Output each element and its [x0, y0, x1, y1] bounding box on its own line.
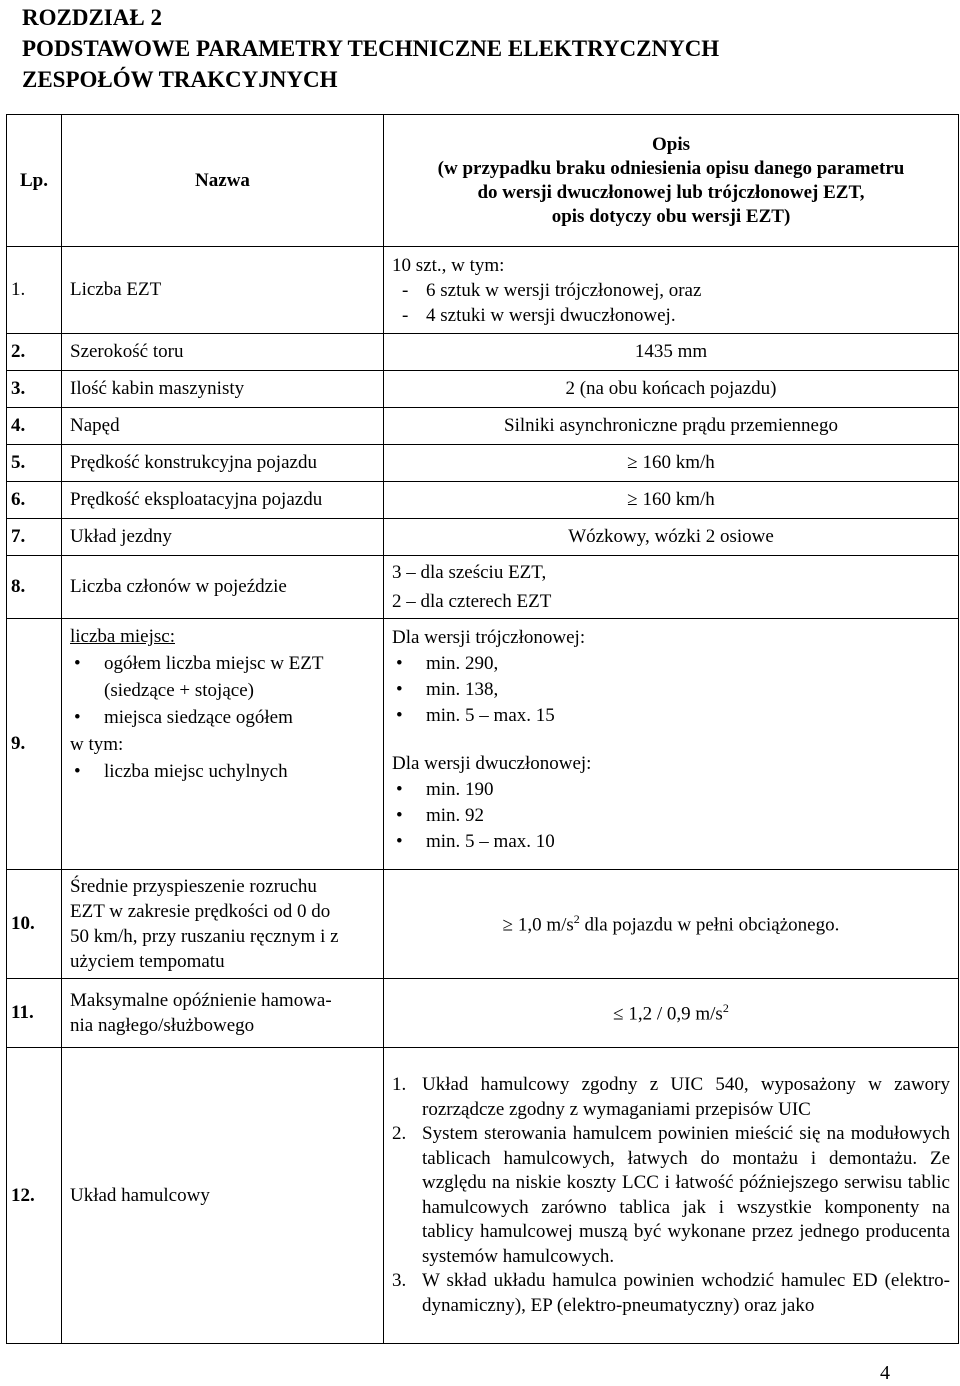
row-number: 1.: [7, 247, 62, 334]
row-value: 1435 mm: [384, 334, 959, 371]
parameters-table: [6, 114, 959, 1344]
bullet-list: [392, 777, 952, 855]
header-opis-title: Opis: [651, 133, 691, 155]
list-item: • min. 190: [392, 777, 952, 803]
table-row: [7, 619, 959, 870]
row-name: Układ hamulcowy: [62, 1048, 384, 1344]
greater-equal-symbol: ≥: [627, 489, 638, 510]
less-equal-symbol: ≤: [613, 1003, 624, 1025]
row-name: Średnie przyspieszenie rozruchu EZT w zakresie prędkości od 0 do 50 km/h, przy ruszaniu ręcznym i z użyciem tempomatu: [62, 870, 384, 979]
row-number: 6.: [7, 482, 62, 519]
row-description: [384, 1048, 959, 1344]
row-name: Układ jezdny: [62, 519, 384, 556]
chapter-heading: [22, 2, 719, 95]
seats-title: liczba miejsc:: [70, 626, 175, 647]
table-row: [7, 408, 959, 445]
row-name: [62, 619, 384, 870]
table-row: [7, 334, 959, 371]
row-value: 2 (na obu końcach pojazdu): [384, 371, 959, 408]
row-value: ≥ 1,0 $m/s^2$ dla pojazdu w pełni obciążonego.: [384, 870, 959, 979]
greater-equal-symbol: ≥: [627, 452, 638, 473]
row-number: 9.: [7, 619, 62, 870]
table-row: [7, 371, 959, 408]
list-item: • min. 92: [392, 803, 952, 829]
list-item: • min. 5 – max. 10: [392, 829, 952, 855]
chapter-title-line-2: ZESPOŁÓW TRAKCYJNYCH: [22, 67, 338, 92]
header-opis: [384, 115, 959, 247]
bullet-list: [70, 650, 377, 731]
description-line: 2 – dla czterech EZT: [392, 591, 552, 612]
list-item: • min. 290,: [392, 651, 952, 677]
row-value: Silniki asynchroniczne prądu przemiennego: [384, 408, 959, 445]
row-number: 11.: [7, 979, 62, 1048]
row-name: Ilość kabin maszynisty: [62, 371, 384, 408]
numbered-list: [392, 1073, 950, 1318]
header-opis-sub-1: (w przypadku braku odniesienia opisu danego parametru: [437, 157, 905, 179]
header-lp: Lp.: [7, 115, 62, 247]
row-number: 12.: [7, 1048, 62, 1344]
list-item: • min. 138,: [392, 677, 952, 703]
group-title: Dla wersji trójczłonowej:: [392, 627, 586, 648]
list-item: - 4 sztuki w wersji dwuczłonowej.: [402, 304, 676, 326]
row-name: Liczba EZT: [62, 247, 384, 334]
row-number: 10.: [7, 870, 62, 979]
row-number: 5.: [7, 445, 62, 482]
description-line: 3 – dla sześciu EZT,: [392, 562, 547, 583]
list-item: 3. W skład układu hamulca powinien wchodzić hamulec ED (elektro-dynamiczny), EP (elektro-pneumatyczny) oraz jako: [392, 1270, 950, 1316]
row-name: Szerokość toru: [62, 334, 384, 371]
list-item: 2. System sterowania hamulcem powinien mieścić się na modułowych tablicach hamulcowych, łatwych do montażu i demontażu. Ze względu na niskie koszty LCC i łatwość późniejszego serwisu tablic hamulcowych zarówno tablica jak i wszystkie komponenty na tablicy hamulcowej muszą być wykonane przez jednego producenta systemów hamulcowych.: [392, 1123, 950, 1267]
table-row: [7, 445, 959, 482]
bullet-list: [70, 758, 377, 785]
chapter-title-line-1: PODSTAWOWE PARAMETRY TECHNICZNE ELEKTRYCZNYCH: [22, 36, 720, 61]
header-nazwa: Nazwa: [62, 115, 384, 247]
table-row: [7, 482, 959, 519]
row-value: ≥ 160 km/h: [384, 482, 959, 519]
row-name: Prędkość konstrukcyjna pojazdu: [62, 445, 384, 482]
row-number: 8.: [7, 556, 62, 619]
header-opis-sub-3: opis dotyczy obu wersji EZT): [551, 205, 791, 227]
row-number: 3.: [7, 371, 62, 408]
table-row: [7, 556, 959, 619]
row-number: 4.: [7, 408, 62, 445]
row-number: 7.: [7, 519, 62, 556]
header-opis-sub-2: do wersji dwuczłonowej lub trójczłonowej EZT,: [477, 181, 865, 203]
chapter-number: ROZDZIAŁ 2: [22, 5, 162, 30]
row-value: ≥ 160 km/h: [384, 445, 959, 482]
table-row: [7, 1048, 959, 1344]
page-number: 4: [880, 1362, 890, 1384]
row-description: [384, 247, 959, 334]
greater-equal-symbol: ≥: [502, 914, 514, 936]
row-value: Wózkowy, wózki 2 osiowe: [384, 519, 959, 556]
row-name: Napęd: [62, 408, 384, 445]
row-intro: 10 szt., w tym:: [392, 254, 505, 276]
table-row: [7, 979, 959, 1048]
bullet-list: [392, 651, 952, 729]
table-row: [7, 247, 959, 334]
dash-list: [392, 278, 952, 328]
row-description: [384, 556, 959, 619]
row-number: 2.: [7, 334, 62, 371]
row-value: ≤ 1,2 / 0,9 $m/s^2$: [384, 979, 959, 1048]
list-item: • min. 5 – max. 15: [392, 703, 952, 729]
list-item: • miejsca siedzące ogółem: [70, 704, 377, 731]
group-title: Dla wersji dwuczłonowej:: [392, 753, 592, 774]
table-header-row: [7, 115, 959, 247]
table-row: [7, 519, 959, 556]
in-that-label: w tym:: [70, 734, 124, 755]
list-item: • ogółem liczba miejsc w EZT (siedzące + stojące): [70, 650, 377, 704]
table-row: [7, 870, 959, 979]
row-name: Liczba członów w pojeździe: [62, 556, 384, 619]
list-item: 1. Układ hamulcowy zgodny z UIC 540, wyposażony w zawory rozrządcze zgodny z wymaganiami przepisów UIC: [392, 1074, 950, 1120]
row-description: [384, 619, 959, 870]
list-item: - 6 sztuk w wersji trójczłonowej, oraz: [402, 279, 702, 301]
list-item: • liczba miejsc uchylnych: [70, 758, 377, 785]
row-name: Maksymalne opóźnienie hamowa- nia nagłego/służbowego: [62, 979, 384, 1048]
row-name: Prędkość eksploatacyjna pojazdu: [62, 482, 384, 519]
